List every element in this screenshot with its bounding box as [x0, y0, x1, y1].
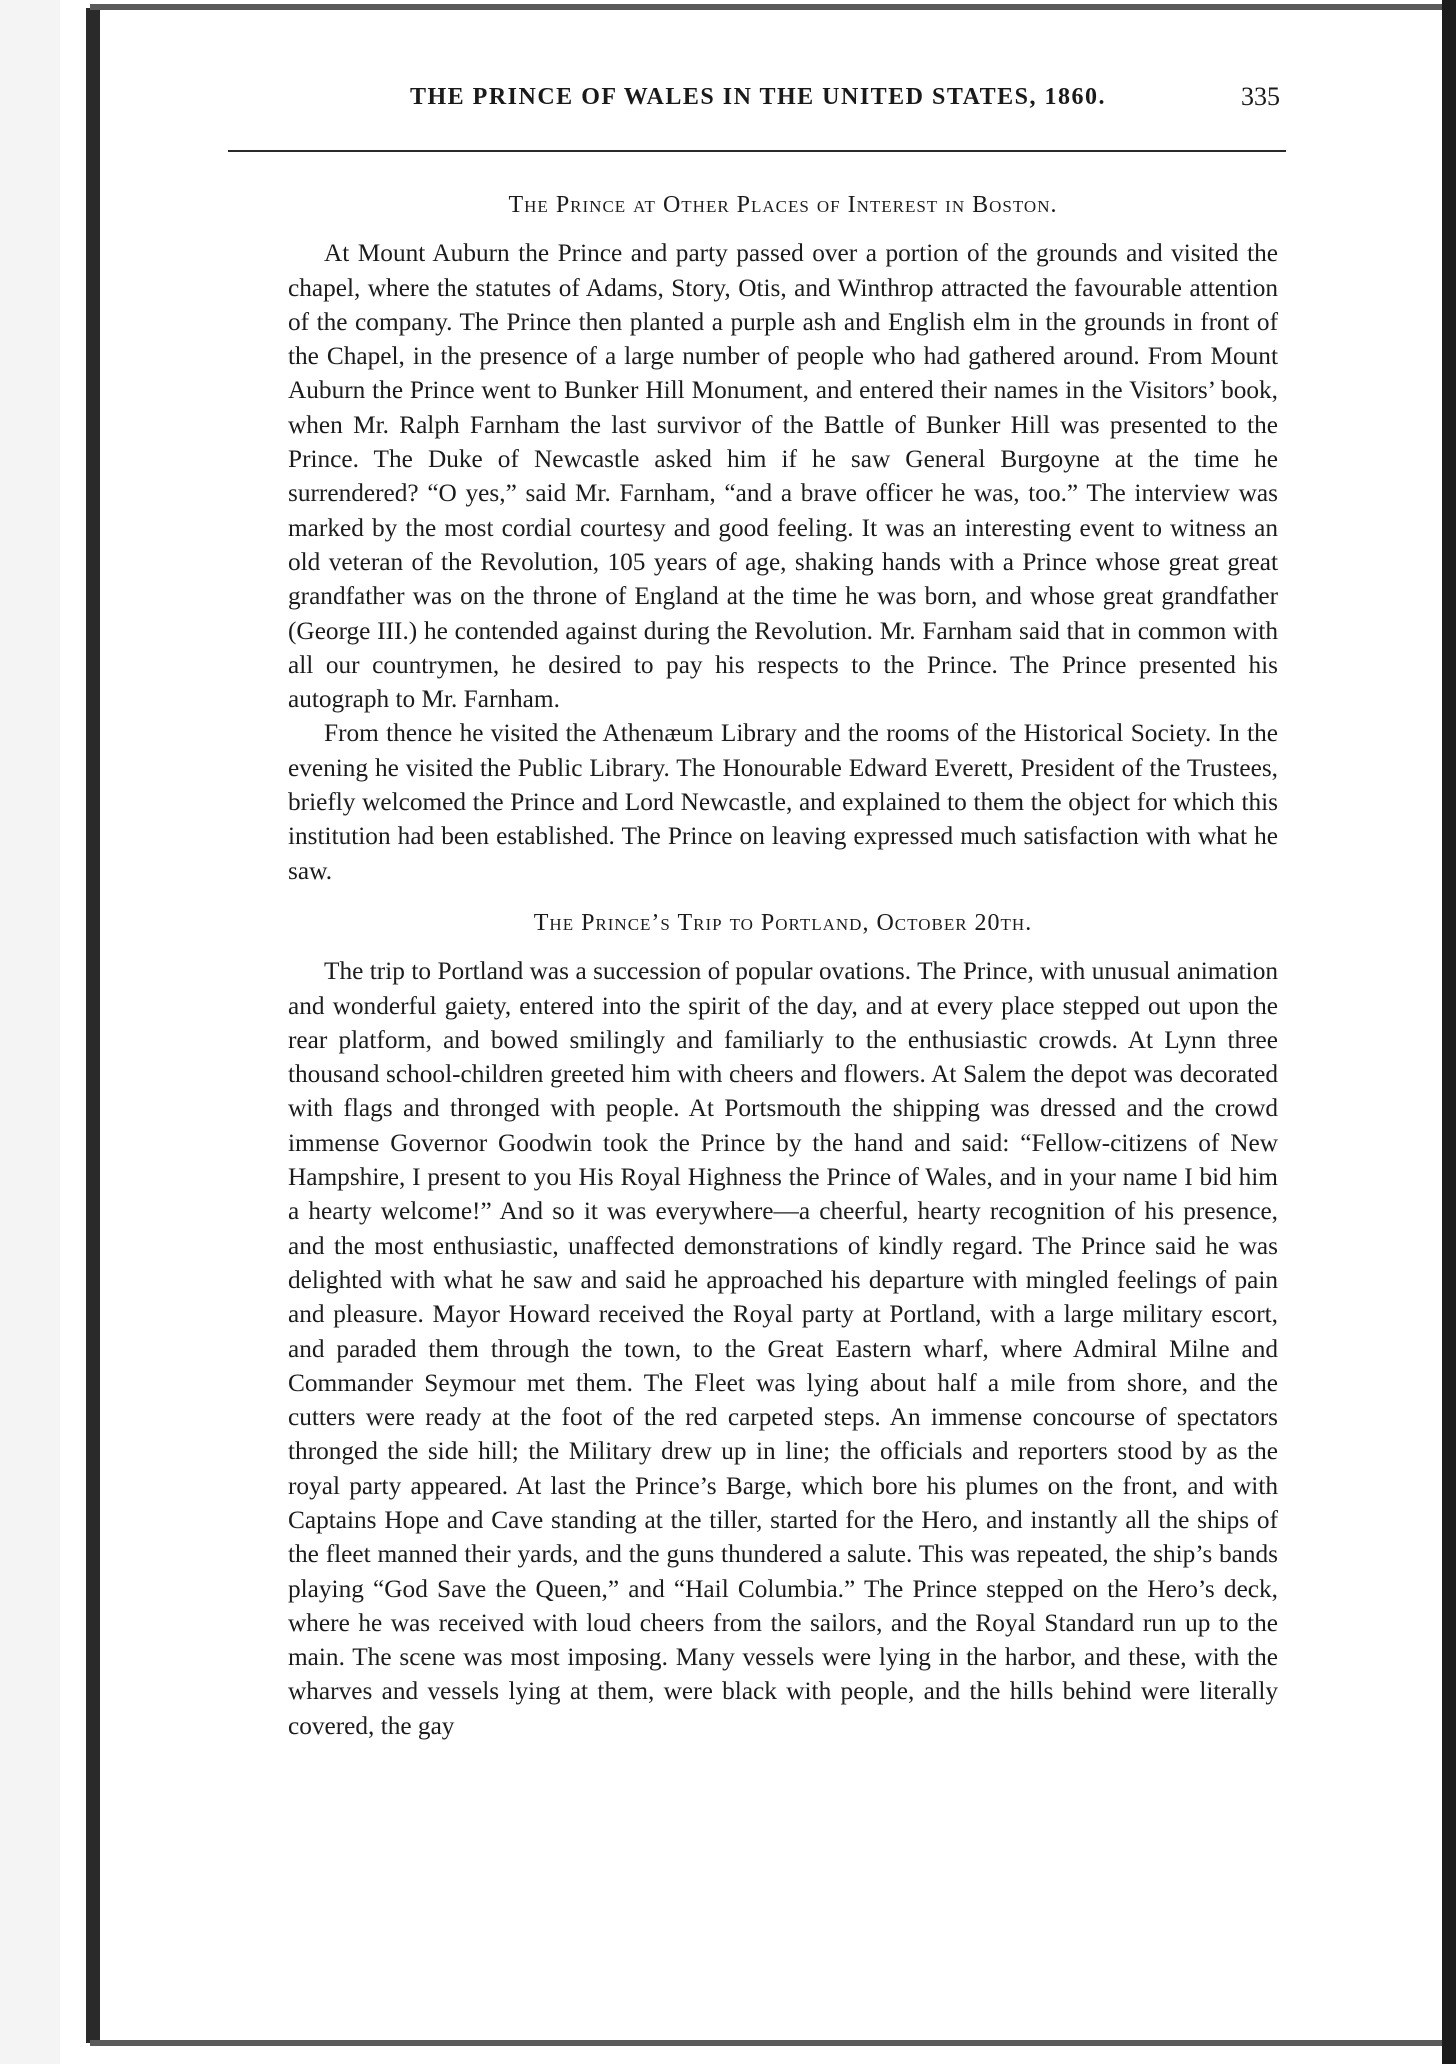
- page-header: [230, 78, 1290, 118]
- right-page-edge: [1442, 0, 1456, 2064]
- binding-shadow: [86, 8, 100, 2043]
- paragraph: At Mount Auburn the Prince and party passed over a portion of the grounds and visited the chapel, where the statutes of Adams, Story, Otis, and Winthrop attracted the favourable attention of the company. The Prince then planted a purple ash and English elm in the grounds in front of the Chapel, in the presence of a large number of people who had gathered around. From Mount Auburn the Prince went to Bunker Hill Monument, and entered their names in the Visitors’ book, when Mr. Ralph Farnham the last survivor of the Battle of Bunker Hill was presented to the Prince. The Duke of Newcastle asked him if he saw General Burgoyne at the time he surrendered? “O yes,” said Mr. Farnham, “and a brave officer he was, too.” The interview was marked by the most cordial courtesy and good feeling. It was an interesting event to witness an old veteran of the Revolution, 105 years of age, shaking hands with a Prince whose great great grandfather was on the throne of England at the time he was born, and whose great grandfather (George III.) he contended against during the Revolution. Mr. Farnham said that in common with all our countrymen, he desired to pay his respects to the Prince. The Prince presented his autograph to Mr. Farnham.: [288, 239, 1278, 714]
- paragraph: The trip to Portland was a succession of popular ovations. The Prince, with unusual animation and wonderful gaiety, entered into the spirit of the day, and at every place stepped out upon the rear platform, and bowed smilingly and familiarly to the enthusiastic crowds. At Lynn three thousand school-children greeted him with cheers and flowers. At Salem the depot was decorated with flags and thronged with people. At Portsmouth the shipping was dressed and the crowd immense Governor Goodwin took the Prince by the hand and said: “Fellow-citizens of New Hampshire, I present to you His Royal Highness the Prince of Wales, and in your name I bid him a hearty welcome!” And so it was everywhere—a cheerful, hearty recognition of his presence, and the most enthusiastic, unaffected demonstrations of kindly regard. The Prince said he was delighted with what he saw and said he approached his departure with mingled feelings of pain and pleasure. Mayor Howard received the Royal party at Portland, with a large military escort, and paraded them through the town, to the Great Eastern wharf, where Admiral Milne and Commander Seymour met them. The Fleet was lying about half a mile from shore, and the cutters were ready at the foot of the red carpeted steps. An immense concourse of spectators thronged the side hill; the Military drew up in line; the officials and reporters stood by as the royal party appeared. At last the Prince’s Barge, which bore his plumes on the front, and with Captains Hope and Cave standing at the tiller, started for the Hero, and instantly all the ships of the fleet manned their yards, and the guns thundered a salute. This was repeated, the ship’s bands playing “God Save the Queen,” and “Hail Columbia.” The Prince stepped on the Hero’s deck, where he was received with loud cheers from the sailors, and the Royal Standard run up to the main. The scene was most imposing. Many vessels were lying in the harbor, and these, with the wharves and vessels lying at them, were black with people, and the hills behind were literally covered, the gay: [288, 957, 1278, 1740]
- section-heading: The Prince’s Trip to Portland, October 20th.: [533, 909, 1033, 936]
- page-body: [288, 178, 1278, 1743]
- paragraph: From thence he visited the Athenæum Library and the rooms of the Historical Society. In the evening he visited the Public Library. The Honourable Edward Everett, President of the Trustees, briefly welcomed the Prince and Lord Newcastle, and explained to them the object for which this institution had been established. The Prince on leaving expressed much satisfaction with what he saw.: [288, 719, 1278, 885]
- header-rule: [228, 150, 1286, 152]
- bottom-page-edge: [90, 2040, 1450, 2046]
- running-title: THE PRINCE OF WALES IN THE UNITED STATES, 1860.: [410, 84, 1106, 110]
- section-heading: The Prince at Other Places of Interest in Boston.: [508, 192, 1058, 218]
- page-number: 335: [1241, 82, 1280, 111]
- top-page-edge: [90, 4, 1450, 10]
- page-gutter: [0, 0, 60, 2064]
